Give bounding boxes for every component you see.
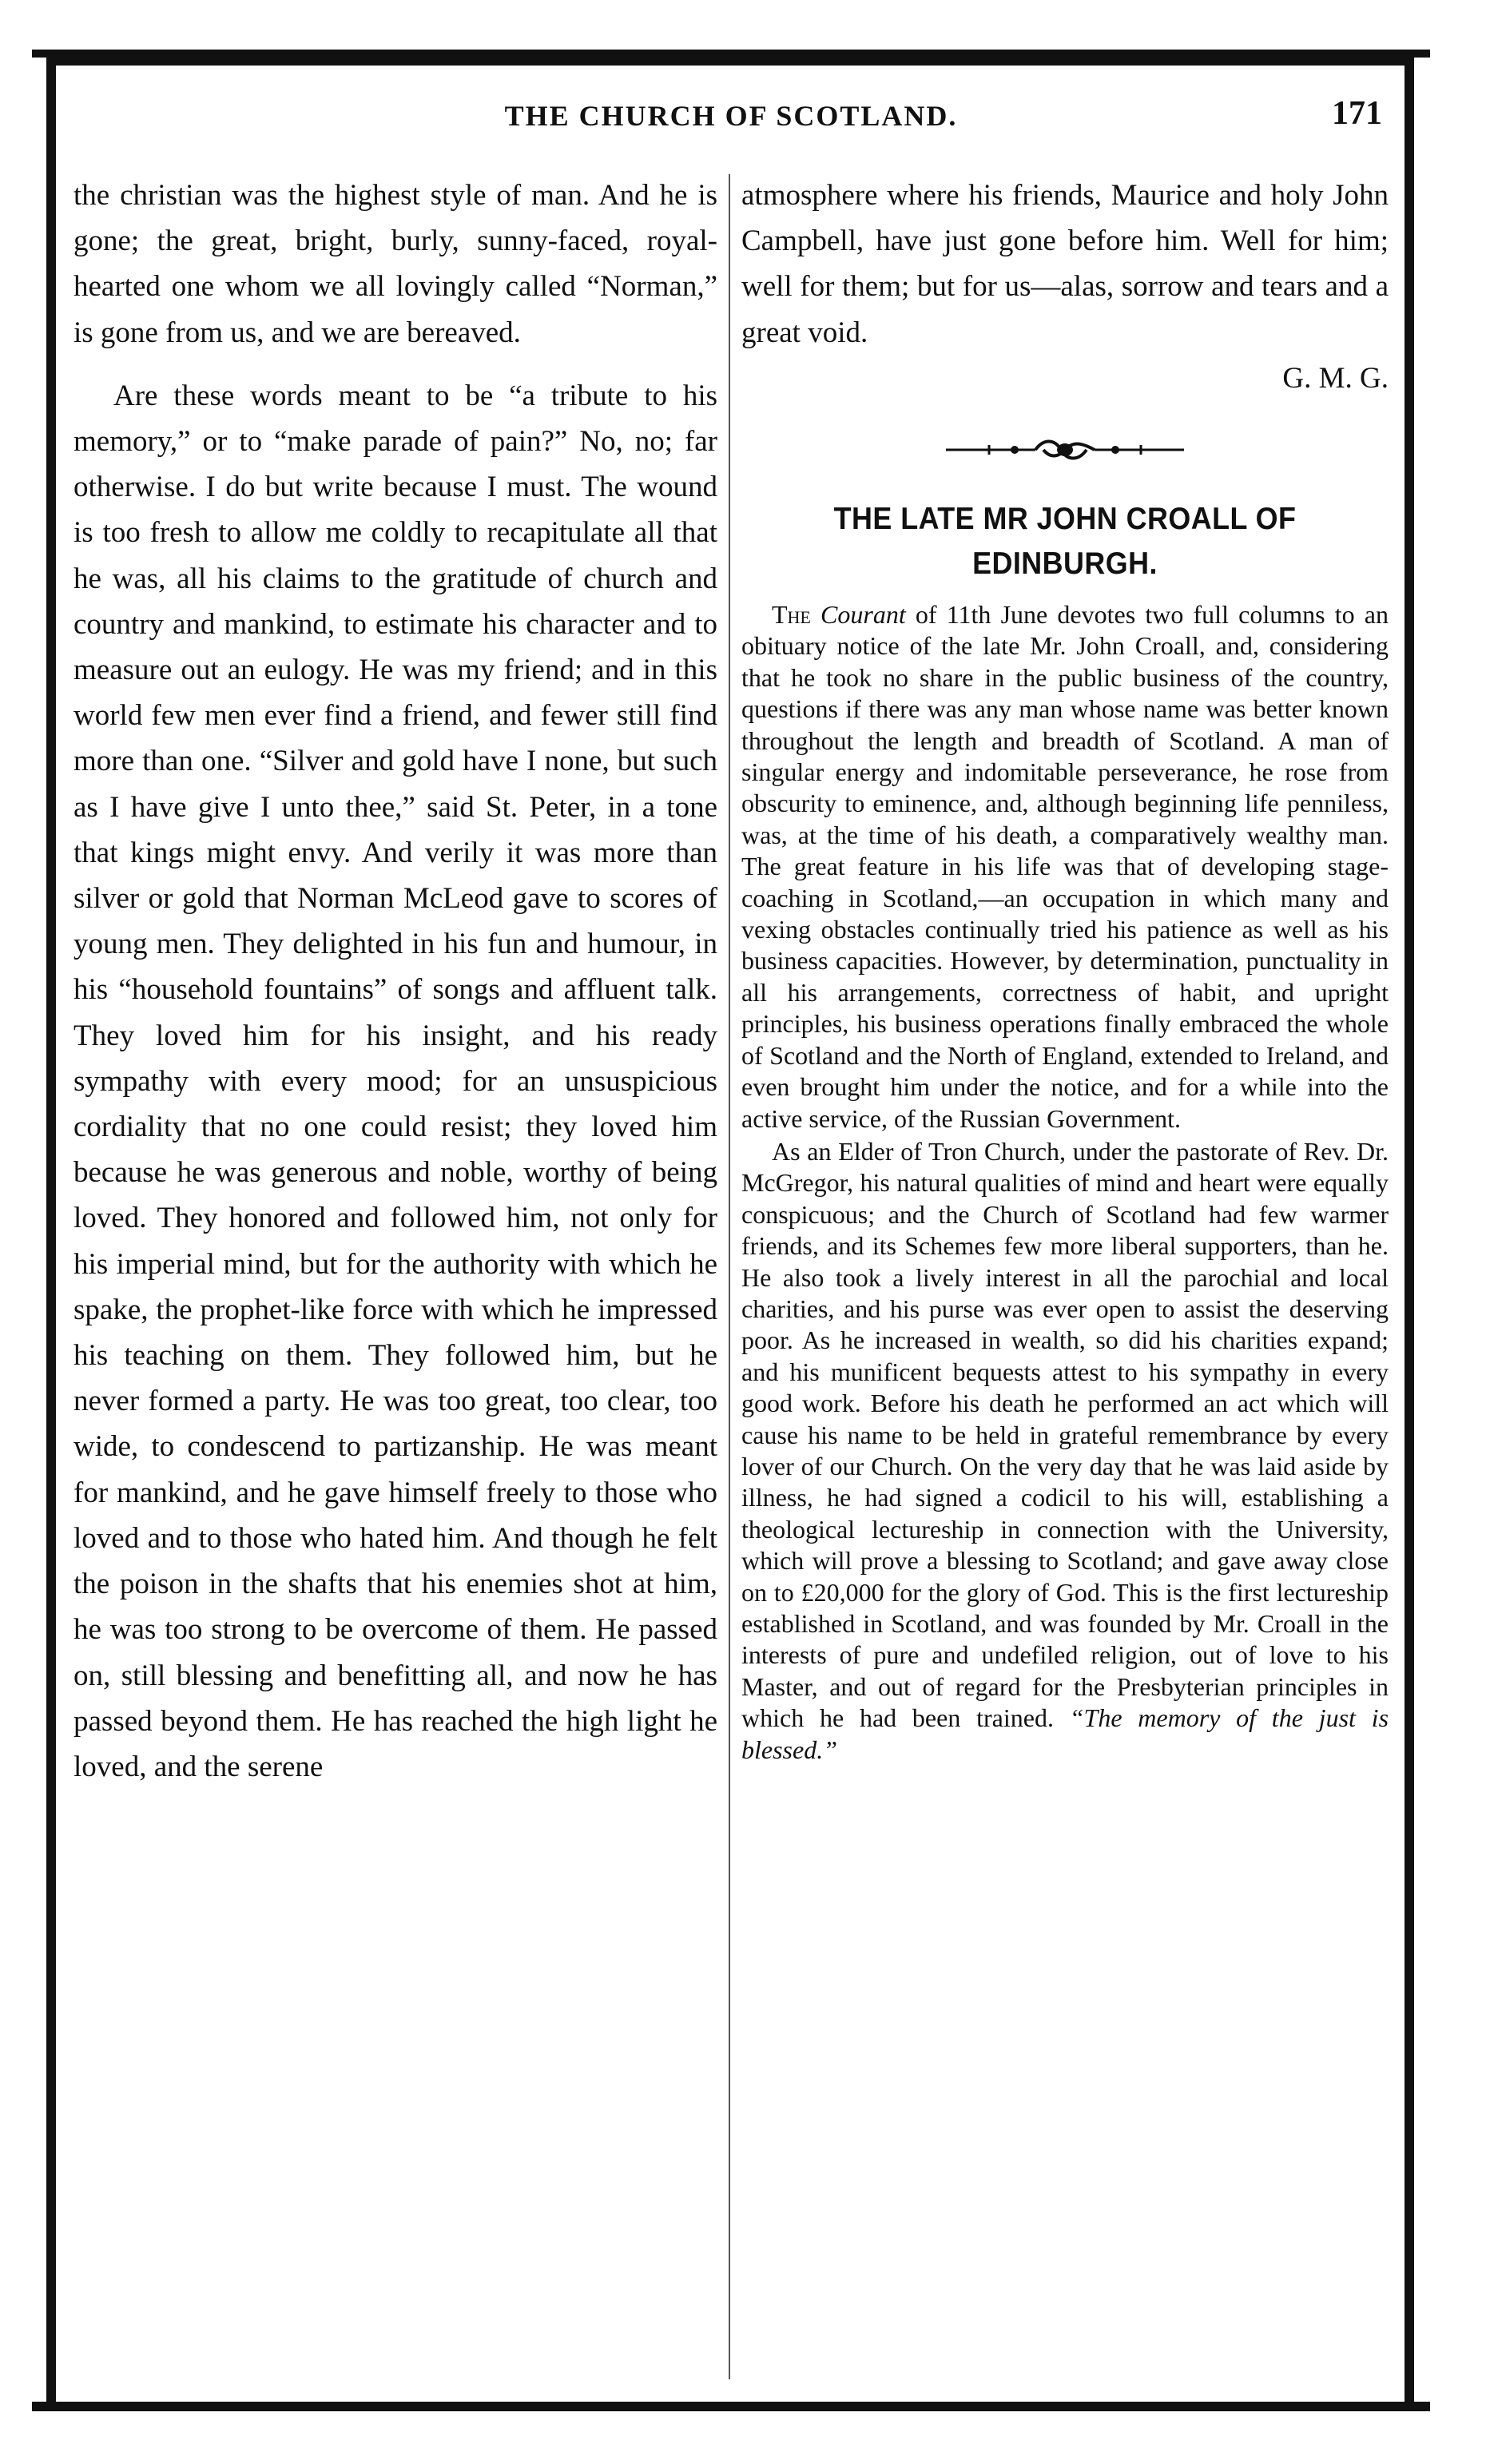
left-paragraph-main: Are these words meant to be “a tribute to his memory,” or to “make parade of pain?” No, no; far otherwise. I do but write because I must. The wound is too fresh to allow me coldly to recapitulate all that he was, all his claims to the gratitude of church and country and mankind, to estimate his character and to measure out an eulogy. He was my friend; and in this world few men ever find a friend, and fewer still find more than one. “Silver and gold have I none, but such as I have give I unto thee,” said St. Peter, in a tone that kings might envy. And verily it was more than silver or gold that Norman McLeod gave to scores of young men. They delighted in his fun and humour, in his “household fountains” of songs and affluent talk. They loved him for his insight, and his ready sympathy with every mood; for an unsuspicious cordiality that no one could resist; they loved him because he was generous and noble, worthy of being loved. They honored and followed him, not only for his imperial mind, but for the authority with which he spake, the prophet-like force with which he impressed his teaching on them. They followed him, but he never formed a party. He was too great, too clear, too wide, to condescend to partizanship. He was meant for mankind, and he gave himself freely to those who loved and to those who hated him. And though he felt the poison in the shafts that his enemies shot at him, he was too strong to be overcome of them. He passed on, still blessing and benefitting all, and now he has passed beyond them. He has reached the high light he loved, and the serene xyxy=(74,379,717,1783)
obit-paragraph-2 xyxy=(741,1136,1389,1766)
right-column xyxy=(741,173,1389,2378)
page-number: 171 xyxy=(1332,95,1382,132)
ornament-flourish-icon xyxy=(941,434,1189,466)
left-column xyxy=(74,173,717,2378)
running-head xyxy=(72,94,1390,150)
obit-closing-quote: “The memory of the just is blessed.” xyxy=(741,1703,1389,1764)
obit-paragraph-2-text: As an Elder of Tron Church, under the pastorate of Rev. Dr. McGregor, his natural qualities of mind and heart were equally conspicuous; and the Church of Scotland had few warmer friends, and its Schemes few more liberal supporters, than he. He also took a lively interest in all the parochial and local charities, and his purse was ever open to assist the deserving poor. As he increased in wealth, so did his charities expand; and his munificent bequests attest to his sympathy in every good work. Before his death he performed an act which will cause his name to be held in grateful remembrance by every lover of our Church. On the very day that he was laid aside by illness, he had signed a codicil to his will, establishing a theological lectureship in connection with the University, which will prove a blessing to Scotland; and gave away close on to £20,000 for the glory of God. This is the first lectureship established in Scotland, and was founded by Mr. Croall in the interests of pure and undefiled religion, out of love to his Master, and out of regard for the Presbyterian principles in which he had been trained. xyxy=(741,1136,1389,1733)
bottom-border-rule xyxy=(32,2402,1430,2411)
right-paragraph-continuation: atmosphere where his friends, Maurice and holy John Campbell, have just gone before him. Well for him; well for them; but for us—alas, sorrow and tears and a great void. xyxy=(741,179,1389,349)
left-paragraph-continuation: the christian was the highest style of man. And he is gone; the great, bright, burly, sunny-faced, royal-hearted one whom we all lovingly called “Norman,” is gone from us, and we are bereaved. xyxy=(74,179,717,349)
obit-newspaper-name: Courant xyxy=(820,600,906,630)
running-title: THE CHURCH OF SCOTLAND. xyxy=(504,100,958,132)
article-title: THE LATE MR JOHN CROALL OF EDINBURGH. xyxy=(833,502,1297,582)
obit-lead-word: The xyxy=(772,600,811,630)
signature-line xyxy=(741,356,1389,401)
column-divider xyxy=(729,174,730,2379)
signature: G. M. G. xyxy=(1282,361,1389,395)
obit-paragraph-1-text: of 11th June devotes two full columns to an obituary notice of the late Mr. John Croall, and, considering that he took no share in the public business of the country, questions if there was any man whose name was better known throughout the length and breadth of Scotland. A man of singular energy and indomitable perseverance, he rose from obscurity to eminence, and, although beginning life penniless, was, at the time of his death, a comparatively wealthy man. The great feature in his life was that of developing stage-coaching in Scotland,—an occupation in which many and vexing obstacles continually tried his patience as well as his business capacities. However, by determination, punctuality in all his arrangements, correctness of habit, and upright principles, his business operations finally embraced the whole of Scotland and the North of England, extended to Ireland, and even brought him under the notice, and for a while into the active service, of the Russian Government. xyxy=(741,600,1389,1133)
obit-paragraph-1 xyxy=(741,599,1389,1135)
section-ornament xyxy=(741,414,1389,486)
